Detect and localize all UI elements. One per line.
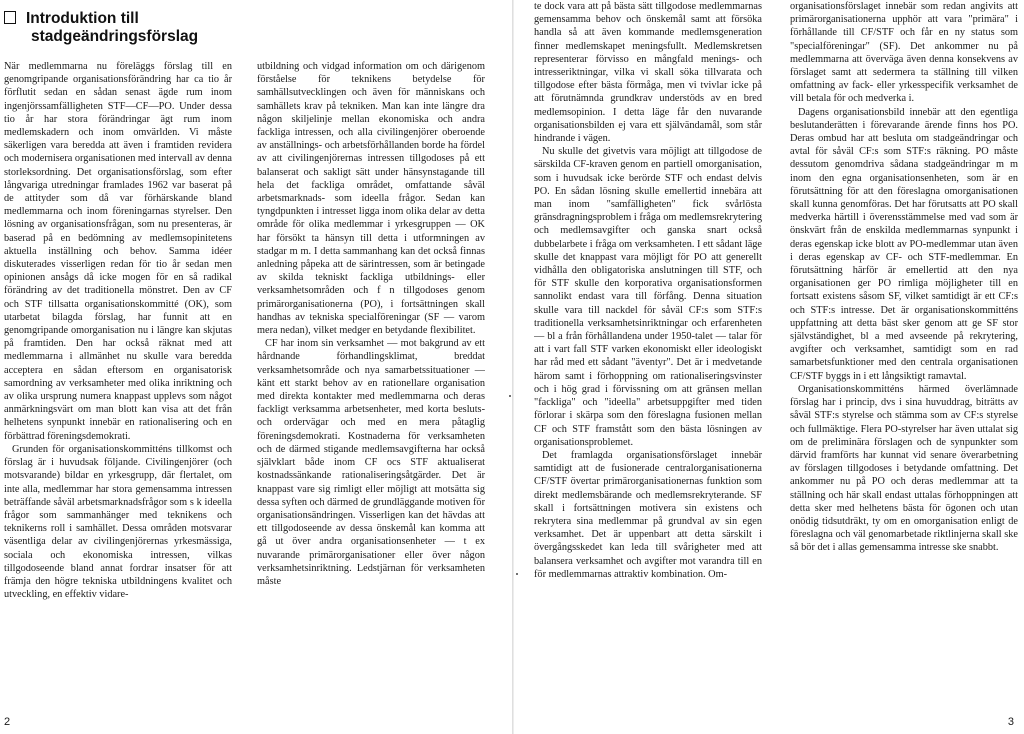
paragraph: Nu skulle det givetvis vara möjligt att tillgodose de särskilda CF-kraven genom en partiell omorganisation, som i huvudsak icke berörde STF och endast delvis PO. En sådan lösning skulle emellertid innebära att man inom "samfälligheten" fick svårlösta gränsdragningsproblem i fråga om medlemsrekrytering och medlemsavgifter och ganska snart också dubbelarbete i fråga om verksamheten. I ett sådant läge skulle det knappast vara möjligt för PO att generellt vidhålla den obligatoriska anslutningen till STF, och för STF skulle den korporativa organisationsformen sannolikt endast vara till förfång. Denna situation skulle vara till nackdel för såväl CF:s som STF:s traditionella verksamhetsinriktningar och erfarenheten — bl a från förhållandena under 1950-talet — talar för att i vart fall STF varken ekonomiskt eller ideologiskt har råd med ett sådant "äventyr". Det är i medvetande härom samt i förhoppning om rationaliseringsvinster och i hög grad i förvissning om att gränsen mellan "fackliga" och "ideella" arbetsuppgifter med tiden förlorar i skärpa som den föreslagna fusionen mellan CF och STF framstått som den bästa lösningen av organisationsproblemet. (534, 146, 762, 448)
print-speck (516, 573, 518, 575)
text-column-3 (534, 0, 762, 710)
page-spine (512, 0, 514, 734)
page-number-left: 2 (4, 716, 11, 728)
paragraph: organisationsförslaget innebär som redan angivits att primärorganisationerna upphör att vara "primära" i förhållande till CF/STF och får en ny status som "specialföreningar" (SF). Det ankommer nu på medlemmarna att överväga även denna konsekvens av förslaget samt att sedermera ta ställning till vilken omfattning av fack- eller yrkesspecifik verksamhet de vill betala för och medverka i. (790, 1, 1018, 105)
heading-line-1: Introduktion till (26, 10, 139, 27)
checkbox-square-icon (4, 11, 16, 24)
page-number-right: 3 (1007, 716, 1014, 728)
print-speck (509, 395, 511, 397)
article-heading (4, 10, 234, 46)
paragraph: CF har inom sin verksamhet — mot bakgrund av ett hårdnande förhandlingsklimat, breddat verksamhetsområde och nya samarbetssituationer — känt ett starkt behov av en rationellare organisation med direkta kontakter med medlemmarna och deras fackligt verksamma arbetsenheter, med korta besluts- och ordervägar och med en mera påtaglig föreningsdemokrati. Kostnaderna för verksamheten och de därmed stigande medlemsavgifterna har också självklart både inom CF ocs STF aktualiserat kostnadssänkande rationaliseringsåtgärder. Det är knappast vare sig rimligt eller möjligt att motsätta sig dessa syften och därmed de grundläggande motiven för organisationsändringen. Visserligen kan det hävdas att ett tillgodoseende av dessa önskemål kan komma att gå ut över andra organisationsenheter — t ex nuvarande primärorganisationer eller över någon verksamhetsinriktning. Ledstjärnan för verksamheten måste (257, 338, 485, 587)
heading-line-2: stadgeändringsförslag (31, 28, 199, 45)
text-column-1 (4, 60, 232, 710)
paragraph: Grunden för organisationskommitténs tillkomst och förslag är i huvudsak följande. Civilingenjörer (och motsvarande) bildar en yrkesgrupp, där flertalet, om inte alla, medlemmar har stora gemensamma intressen beträffande såväl arbetsmarknadsfrågor som s k ideella frågor som sammanhänger med teknikens och teknikerns roll i samhället. Dessa områden motsvarar väsentliga delar av civilingenjörernas yrkesmässiga, sociala och ekonomiska intressen, vilkas tillgodoseende bland annat fordrar insatser för att främja den högre tekniska utbildningens kvalitet och utveckling, en effektiv vidare- (4, 443, 232, 601)
paragraph: Dagens organisationsbild innebär att den egentliga beslutanderätten i förevarande ärende finns hos PO. Deras ombud har att besluta om stadgeändringar och avtal för såväl CF:s som STF:s räkning. PO måste dessutom genomdriva sådana stadgeändringar m m inom den egna organisationsenheten, som är en förutsättning för att den föreslagna omorganisationen skall kunna genomföras. Det har förutsatts att PO skall medverka härtill i överensstämmelse med vad som är önskvärt från de enskilda medlemmarnas synpunkt i deras egenskap icke blott av PO-medlemmar utan även i deras egenskap av CF- och STF-medlemmar. En förutsättning härför är emellertid att den nya organisationen ger PO rimliga möjligheter till en fortsatt existens såsom SF, vilket samtidigt är ett CF:s och STF:s intresse. Det är organisationskommitténs uppfattning att detta bäst sker genom att ge SF stor självständighet, bl a med avseende på rekrytering, avgifter och verksamhet, samtidigt som en rad samarbetsfunktioner med den centrala organisationen CF/STF byggs in i ett långsiktigt ramavtal. (790, 106, 1018, 382)
paragraph: När medlemmarna nu föreläggs förslag till en genomgripande organisationsförändring har ca tio år förflutit sedan en sådan senast ägde rum inom ingenjörssamfälligheten STF—CF—PO. Under dessa tio år har stora förändringar ägt rum inom medlemskadern och inom omvärlden. Vi måste säkerligen vara beredda att även i framtiden revidera och modernisera organisationen med intervall av denna storleksordning. Det organisationsförslag, som efter långvariga utredningar framlades 1962 var baserat på de attityder som då var förhärskande bland medlemmarna och inom föreningarnas styrelser. Den lösning av organisationsfrågan, som nu presenteras, är baserad på en bedömning av medlemsopinitetens aktuella inställning och behov. Samma idéer diskuterades visserligen redan för tio år sedan men opinionen ansågs då icke mogen för en så radikal förändring av det traditionella mönstret. Den av CF och STF tillsatta organisationskommitté (OK), som utarbetat bilagda förslag, har funnit att en genomgripande omorganisation nu i längre kan skjutas på framtiden. Den har också räknat med att medlemmarna i allmänhet nu skulle vara beredda acceptera en sådan eftersom en organisatorisk samordning av verksamheter med olika inriktning och av olika ursprung numera knappast upplevs som något anmärkningsvärt om man blott kan visa att det från helhetens synpunkt innebär en rationalisering och en förbättrad föreningsdemokrati. (4, 61, 232, 442)
paragraph: Det framlagda organisationsförslaget innebär samtidigt att de fusionerade centralorganisationerna CF/STF övertar primärorganisationernas funktion som direkt medlemsbärande och medlemsrekryterande. SF skall i fortsättningen motivera sin existens och rekrytera sina medlemmar på grundval av sin egen verksamhet. Det är uppenbart att detta särskilt i övergångsskedet kan leda till svårigheter med att balansera verksamhet och avgifter mot varandra till en för medlemmarnas attraktiv kombination. Om- (534, 449, 762, 580)
text-column-4 (790, 0, 1018, 710)
paragraph: te dock vara att på bästa sätt tillgodose medlemmarnas gemensamma behov och önskemål samt att försöka handla så att även kommande medlemsgeneration finner medlemskapet meningsfullt. Medlemskretsen representerar förvisso en mångfald menings- och intresseriktningar, vilka vi skall söka tillvarata och tillgodose efter bästa förmåga, men vi tvivlar icke på att förutnämnda grundkrav understöds av en bred medlemsopinion. I detta läge får den nuvarande organisationsbilden ej vara ett självändamål, som står hindrande i vägen. (534, 1, 762, 145)
paragraph: utbildning och vidgad information om och därigenom förståelse för teknikens betydelse för samhällsutvecklingen och även för människans och samhällets krav på tekniken. Man kan inte längre dra någon skiljelinje mellan ekonomiska och andra fackliga intressen, och alla civilingenjörer oberoende av anställnings- och arbetsförhållanden borde ha fördel av att civilingenjörernas intressen tillgodoses på ett balanserat och sakligt sätt under hänsynstagande till hela det fackliga området, omfattande såväl arbetsmarknads- som ideella frågor. Sedan kan tyngdpunkten i intresset ligga inom olika delar av detta område för olika medlemmar i yrkesgruppen — OK har försökt ta hänsyn till detta i utformningen av stadgar m m. I detta sammanhang kan det också finnas anledning påpeka att de särintressen, som är betingade av skilda tekniskt fackliga utbildnings- eller verksamhetsområden och f n tillgodoses genom primärorganisationerna (PO), i fortsättningen skall handhas av tekniska specialföreningar (SF — varom mera nedan), vilket medger en betydande flexibilitet. (257, 61, 485, 337)
paragraph: Organisationskommitténs härmed överlämnade förslag har i princip, dvs i sina huvuddrag, biträtts av såväl STF:s styrelse och stämma som av CF:s styrelse och fullmäktige. Flera PO-styrelser har även uttalat sig om de preliminära förslagen och de synpunkter som därvid framförts har kunnat vid senare överarbetning av förslagen tillgodoses i betydande omfattning. Det ankommer nu på PO och deras medlemmar att ta ställning och här skall endast uttalas förhoppningen att detta sker med helhetens bästa för ögonen och utan onödig tidsutdräkt, ty om en omorganisation enligt de föreslagna och väl genomarbetade riktlinjerna skall ske så bör det i allas gemensamma intresse ske snabbt. (790, 383, 1018, 554)
text-column-2 (257, 60, 485, 710)
